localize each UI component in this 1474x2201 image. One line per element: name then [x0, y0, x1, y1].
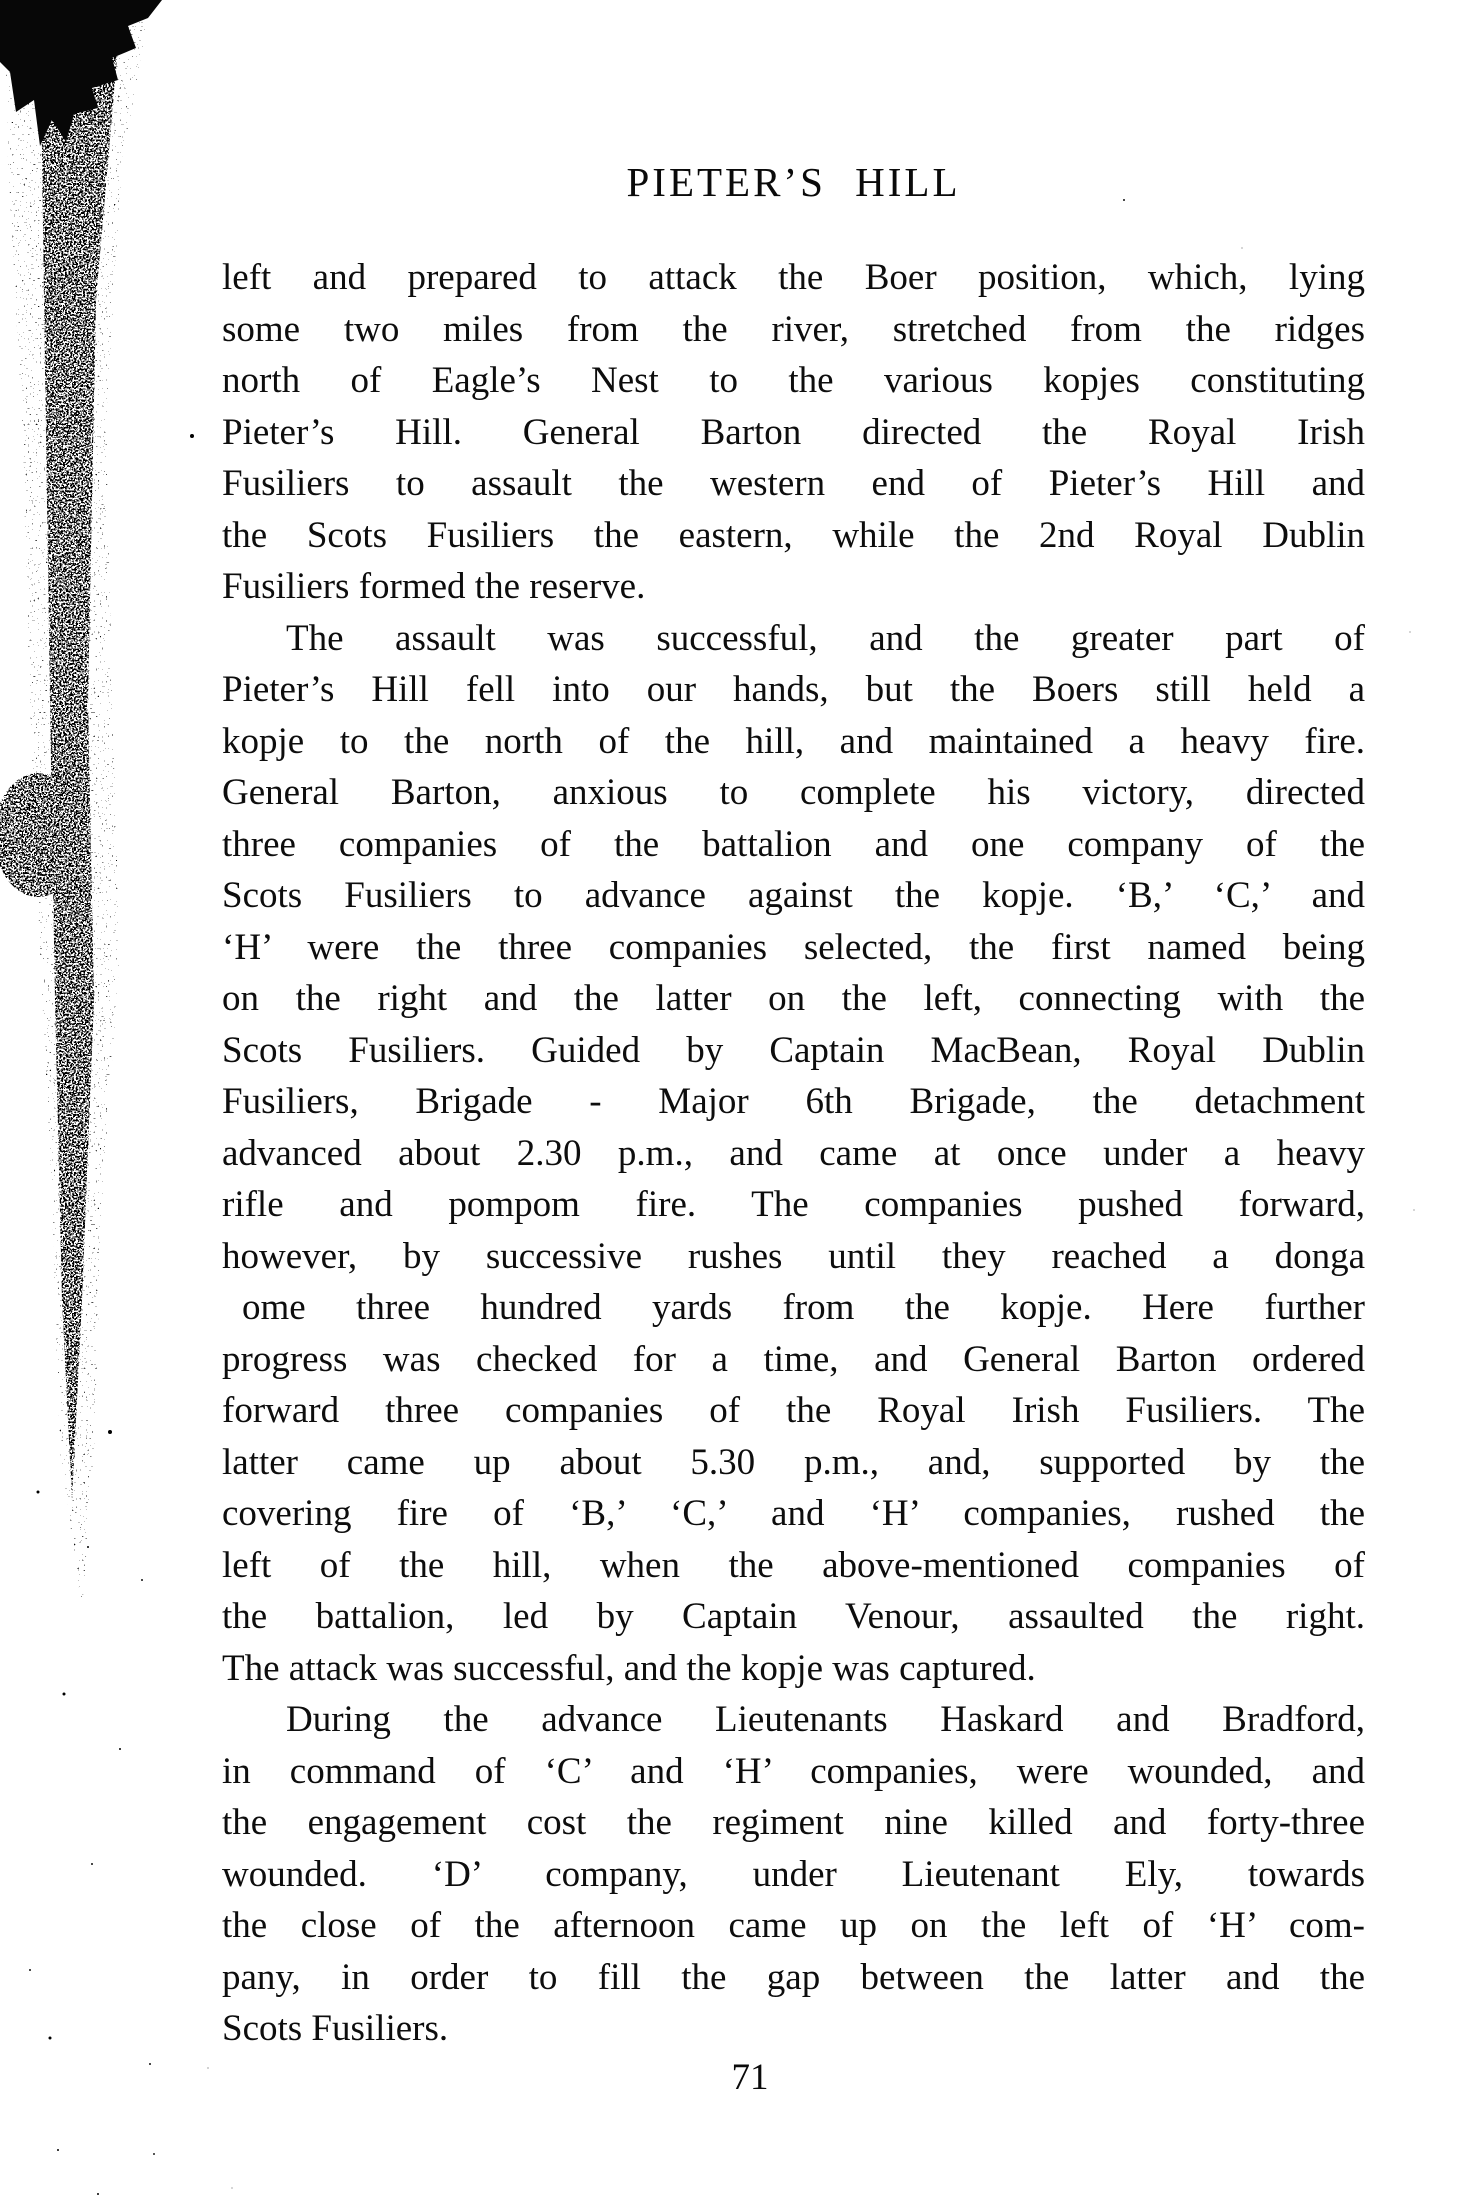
scan-noise-left-edge [0, 0, 175, 2201]
page-number: 71 [731, 2057, 769, 2098]
text-line: left and prepared to attack the Boer position, which, lying [222, 257, 1365, 298]
text-line: The assault was successful, and the greater part of [286, 617, 1365, 659]
text-line: rifle and pompom fire. The companies pushed forward, [222, 1184, 1365, 1225]
text-line: Pieter’s Hill fell into our hands, but the Boers still held a [222, 669, 1365, 710]
text-line: During the advance Lieutenants Haskard and Bradford, [286, 1699, 1365, 1740]
text-line: Pieter’s Hill. General Barton directed the Royal Irish [222, 411, 1365, 453]
text-line: covering fire of ‘B,’ ‘C,’ and ‘H’ companies, rushed the [222, 1493, 1365, 1534]
text-block [222, 252, 1365, 2055]
scan-specks [0, 0, 4, 4]
text-line: advanced about 2.30 p.m., and came at once under a heavy [222, 1132, 1365, 1174]
text-line: the engagement cost the regiment nine killed and forty-three [222, 1802, 1365, 1843]
text-line: on the right and the latter on the left, connecting with the [222, 978, 1365, 1019]
text-line: Scots Fusiliers. [222, 2008, 449, 2049]
text-line: north of Eagle’s Nest to the various kopjes constituting [222, 360, 1365, 401]
text-line: Fusiliers to assault the western end of Pieter’s Hill and [222, 463, 1365, 504]
text-line: pany, in order to fill the gap between the latter and the [222, 1956, 1365, 1998]
text-line: however, by successive rushes until they reached a donga [222, 1235, 1365, 1277]
text-line: Scots Fusiliers. Guided by Captain MacBean, Royal Dublin [222, 1029, 1365, 1071]
text-line: the battalion, led by Captain Venour, assaulted the right. [222, 1596, 1365, 1637]
text-line: ome three hundred yards from the kopje. Here further [242, 1287, 1365, 1328]
text-line: three companies of the battalion and one company of the [222, 823, 1365, 865]
text-line: Fusiliers formed the reserve. [222, 566, 646, 607]
text-line: forward three companies of the Royal Irish Fusiliers. The [222, 1390, 1365, 1431]
text-line: left of the hill, when the above-mentioned companies of [222, 1544, 1365, 1586]
text-line: latter came up about 5.30 p.m., and, supported by the [222, 1441, 1365, 1483]
text-line: wounded. ‘D’ company, under Lieutenant Ely, towards [222, 1853, 1365, 1895]
text-line: the Scots Fusiliers the eastern, while the 2nd Royal Dublin [222, 514, 1365, 556]
text-line: kopje to the north of the hill, and maintained a heavy fire. [222, 720, 1365, 762]
text-line: The attack was successful, and the kopje was captured. [222, 1647, 1036, 1689]
text-line: progress was checked for a time, and General Barton ordered [222, 1338, 1365, 1380]
text-line: in command of ‘C’ and ‘H’ companies, were wounded, and [222, 1750, 1365, 1792]
text-line: General Barton, anxious to complete his victory, directed [222, 772, 1365, 813]
text-line: Scots Fusiliers to advance against the kopje. ‘B,’ ‘C,’ and [222, 875, 1365, 916]
text-line: some two miles from the river, stretched from the ridges [222, 308, 1365, 350]
text-line: ‘H’ were the three companies selected, the first named being [222, 926, 1365, 968]
text-line: the close of the afternoon came up on the left of ‘H’ com- [222, 1905, 1365, 1946]
page-header: PIETER’S HILL [626, 159, 961, 205]
text-line: Fusiliers, Brigade - Major 6th Brigade, the detachment [222, 1081, 1365, 1122]
